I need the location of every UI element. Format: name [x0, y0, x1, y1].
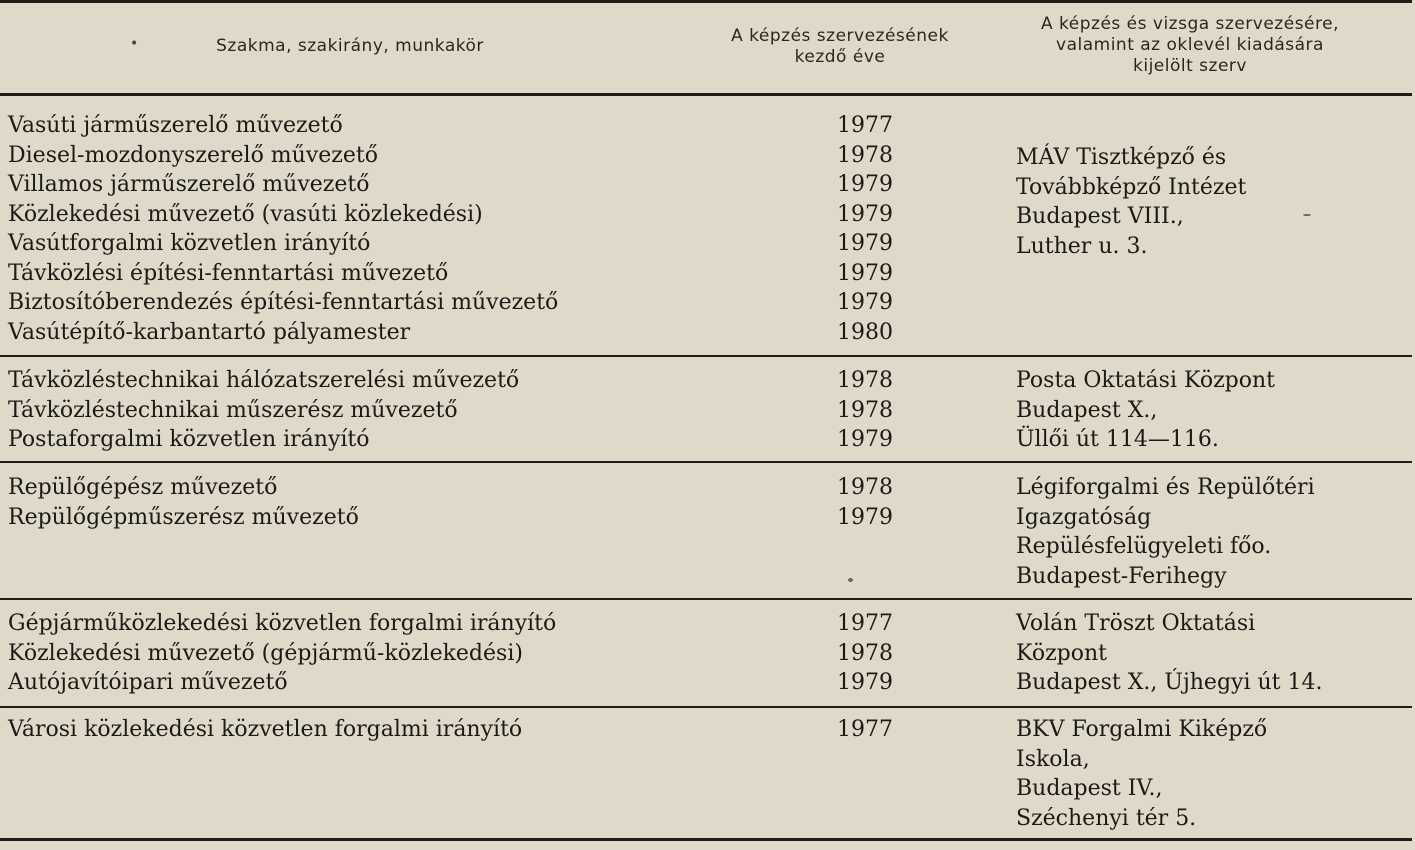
job-cell: Vasúti járműszerelő művezető: [8, 113, 343, 138]
year-cell: 1978: [837, 475, 893, 500]
year-cell: 1978: [837, 368, 893, 393]
group-1-jobs: [8, 111, 558, 347]
year-cell: 1979: [837, 231, 893, 256]
year-cell: 1979: [837, 260, 893, 286]
job-cell: Villamos járműszerelő művezető: [8, 172, 370, 197]
group-2-org: [1016, 366, 1275, 455]
group-3-years: [810, 473, 920, 532]
job-cell: Autójavítóipari művezető: [8, 670, 288, 695]
year-cell: 1977: [837, 717, 893, 742]
org-line: Továbbképző Intézet: [1016, 174, 1247, 200]
year-cell: 1979: [837, 504, 893, 530]
job-cell: Távközléstechnikai műszerész művezető: [8, 397, 458, 423]
job-cell: Gépjárműközlekedési közvetlen forgalmi irányító: [8, 611, 557, 636]
group-4-jobs: [8, 609, 556, 698]
group-divider-2: [0, 461, 1412, 463]
org-line: Budapest VIII.,: [1016, 204, 1184, 229]
org-line: Luther u. 3.: [1016, 233, 1148, 259]
year-cell: 1978: [837, 397, 893, 423]
group-divider-3: [0, 598, 1412, 600]
group-divider-4: [0, 706, 1412, 708]
bullet-mark: •: [130, 36, 139, 52]
year-cell: 1979: [837, 670, 893, 695]
org-line: Budapest IV.,: [1016, 776, 1163, 801]
group-3-org: [1016, 473, 1315, 591]
org-line: Üllői út 114—116.: [1016, 427, 1219, 452]
group-1-org: [1016, 143, 1246, 261]
org-line: Budapest X.,: [1016, 397, 1158, 423]
header-col-year: [690, 26, 990, 68]
org-line: Központ: [1016, 640, 1108, 666]
header-col-year-line2: kezdő éve: [794, 47, 886, 67]
group-3-jobs: [8, 473, 359, 532]
print-speck: [1303, 214, 1311, 216]
year-cell: 1979: [837, 201, 893, 227]
group-2-jobs: [8, 366, 519, 455]
year-cell: 1979: [837, 172, 893, 197]
job-cell: Közlekedési művezető (gépjármű-közlekedési): [8, 640, 523, 666]
print-speck: [848, 578, 853, 582]
job-cell: Vasútépítő-karbantartó pályamester: [8, 319, 411, 345]
year-cell: 1977: [837, 611, 893, 636]
group-4-org: [1016, 609, 1323, 698]
year-cell: 1979: [837, 290, 893, 315]
header-col-org-line1: A képzés és vizsga szervezésére,: [1041, 14, 1339, 34]
header-col-job: [140, 36, 560, 57]
header-col-job-text: Szakma, szakirány, munkakör: [216, 36, 484, 56]
year-cell: 1978: [837, 142, 893, 168]
org-line: Budapest X., Újhegyi út 14.: [1016, 670, 1323, 695]
org-line: Légiforgalmi és Repülőtéri: [1016, 475, 1315, 500]
job-cell: Repülőgépműszerész művezető: [8, 504, 359, 530]
org-line: BKV Forgalmi Kiképző: [1016, 717, 1268, 742]
org-line: Igazgatóság: [1016, 504, 1152, 530]
job-cell: Vasútforgalmi közvetlen irányító: [8, 231, 371, 256]
header-col-year-line1: A képzés szervezésének: [731, 26, 949, 46]
year-cell: 1978: [837, 640, 893, 666]
group-1-years: [810, 111, 920, 347]
job-cell: Távközléstechnikai hálózatszerelési művezető: [8, 368, 520, 393]
bottom-rule: [0, 838, 1412, 841]
group-5-jobs: [8, 715, 522, 745]
org-line: Széchenyi tér 5.: [1016, 805, 1197, 831]
header-rule: [0, 93, 1412, 96]
org-line: Volán Tröszt Oktatási: [1016, 611, 1256, 636]
org-line: Iskola,: [1016, 746, 1090, 772]
org-line: MÁV Tisztképző és: [1016, 145, 1227, 170]
year-cell: 1980: [837, 319, 893, 345]
year-cell: 1979: [837, 427, 893, 452]
job-cell: Közlekedési művezető (vasúti közlekedési): [8, 201, 483, 227]
group-divider-1: [0, 355, 1412, 357]
job-cell: Repülőgépész művezető: [8, 475, 278, 500]
top-rule: [0, 0, 1412, 3]
group-5-years: [810, 715, 920, 745]
header-col-org-line2: valamint az oklevél kiadására: [1056, 35, 1324, 55]
job-cell: Diesel-mozdonyszerelő művezető: [8, 142, 378, 168]
group-5-org: [1016, 715, 1267, 833]
org-line: Posta Oktatási Központ: [1016, 368, 1276, 393]
group-2-years: [810, 366, 920, 455]
year-cell: 1977: [837, 113, 893, 138]
job-cell: Postaforgalmi közvetlen irányító: [8, 427, 370, 452]
job-cell: Távközlési építési-fenntartási művezető: [8, 260, 449, 286]
group-4-years: [810, 609, 920, 698]
job-cell: Biztosítóberendezés építési-fenntartási művezető: [8, 290, 559, 315]
org-line: Repülésfelügyeleti főo.: [1016, 534, 1272, 559]
org-line: Budapest-Ferihegy: [1016, 563, 1227, 589]
header-col-org: [990, 14, 1390, 77]
job-cell: Városi közlekedési közvetlen forgalmi irányító: [8, 717, 523, 742]
header-col-org-line3: kijelölt szerv: [1133, 56, 1247, 76]
